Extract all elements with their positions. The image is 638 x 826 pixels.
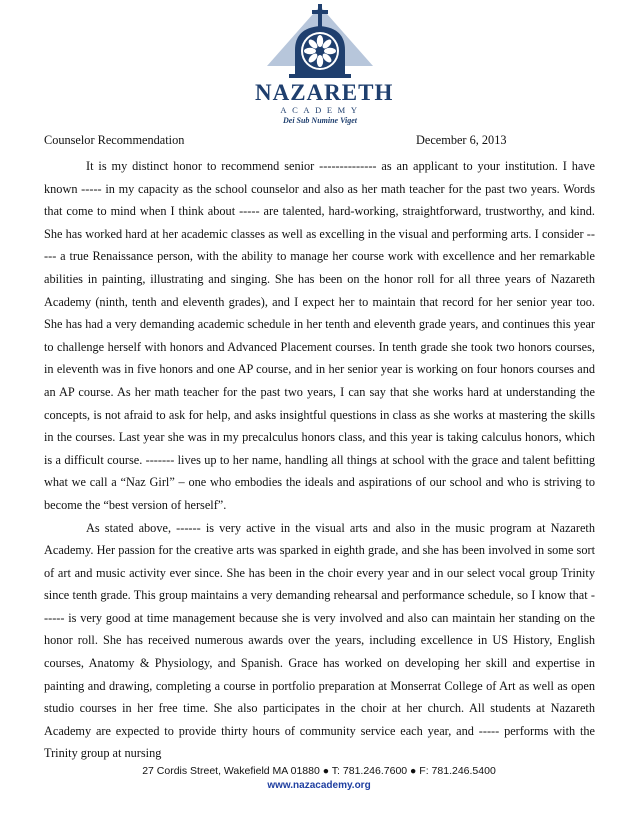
paragraph-1: It is my distinct honor to recommend senior -------------- as an applicant to your institution. I have known ----- in my capacity as the school counselor and also as her math teacher for the past two years. Words that come to mind when I think about ----- are talented, hard-working, straightforward, trustworthy, and kind. She has worked hard at her academic classes as well as excelling in the visual and performing arts. I consider ----- a true Renaissance person, with the ability to manage her course work with excellence and her remarkable abilities in painting, illustrating and singing. She has been on the honor roll for all three years of Nazareth Academy (ninth, tenth and eleventh grades), and I expect her to maintain that record for her senior year too. She has had a very demanding academic schedule in her tenth and eleventh grade years, and continues this year to challenge herself with honors and Advanced Placement courses. In tenth grade she took two honors courses, in eleventh was in five honors and one AP course, and in her senior year is working on four honors courses and an AP course. As her math teacher for the past two years, I can say that she works hard at understanding the concepts, is not afraid to ask for help, and asks insightful questions in class as she works at mastering the skills in the courses. Last year she was in my precalculus honors class, and this year is taking calculus honors, which is a difficult course. ------- lives up to her name, handling all things at school with the grace and talent befitting what we call a “Naz Girl” – one who embodies the ideals and aspirations of our school and who is striving to become the “best version of herself”. — [44, 159, 595, 512]
logo-name: NAZARETH — [255, 80, 394, 105]
logo-subtitle: ACADEMY — [280, 105, 363, 115]
footer-address: 27 Cordis Street, Wakefield MA 01880 ● T: 781.246.7600 ● F: 781.246.5400 — [142, 765, 496, 777]
footer-website-link[interactable]: www.nazacademy.org — [267, 780, 371, 791]
letter-title: Counselor Recommendation — [44, 133, 185, 147]
nazareth-academy-logo — [255, 4, 394, 128]
rose-window-icon — [255, 4, 385, 84]
paragraph-2: As stated above, ------ is very active in the visual arts and also in the music program at Nazareth Academy. Her passion for the creative arts was sparked in eighth grade, and she has been involved in some sort of art and music activity ever since. She has been in the choir every year and in our select vocal group Trinity since tenth grade. This group maintains a very demanding rehearsal and performance schedule, so I know that ------ is very good at time management because she is very involved and also can maintain her standing on the honor roll. She has received numerous awards over the years, including excellence in US History, English courses, Anatomy & Physiology, and Spanish. Grace has worked on developing her skill and expertise in painting and drawing, completing a course in portfolio preparation at Monserrat College of Art as well as open studio courses in her free time. She also participates in the choir at her church. All students at Nazareth Academy are expected to provide thirty hours of community service each year, and ----- performs with the Trinity group at nursing — [44, 520, 595, 761]
letter-date: December 6, 2013 — [416, 133, 507, 147]
logo-motto: Dei Sub Numine Viget — [282, 116, 357, 125]
letter-body — [44, 155, 595, 765]
